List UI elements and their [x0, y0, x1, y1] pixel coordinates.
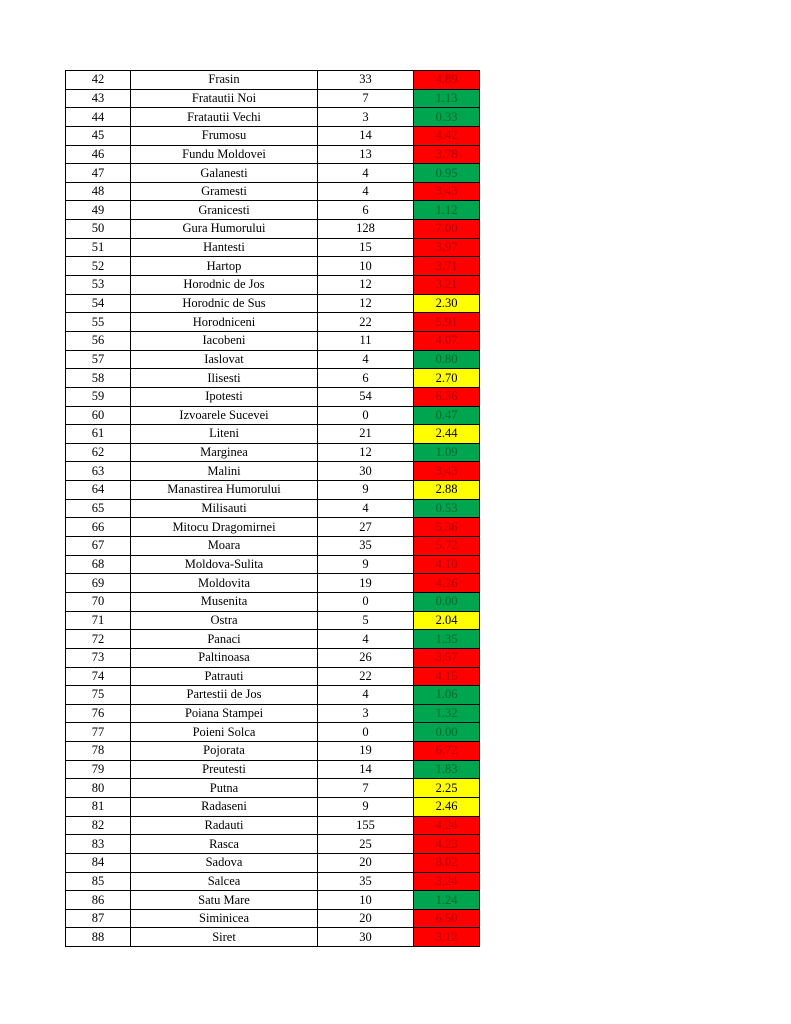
count-cell: 3: [318, 704, 414, 723]
count-cell: 35: [318, 537, 414, 556]
locality-name-cell: Siret: [131, 928, 318, 947]
count-cell: 35: [318, 872, 414, 891]
table-row: [66, 611, 480, 630]
locality-name-cell: Moldovita: [131, 574, 318, 593]
count-cell: 7: [318, 89, 414, 108]
rate-cell: 3.71: [414, 257, 480, 276]
table-row: [66, 592, 480, 611]
row-number-cell: 86: [66, 891, 131, 910]
row-number-cell: 55: [66, 313, 131, 332]
rate-cell: 0.33: [414, 108, 480, 127]
table-row: [66, 797, 480, 816]
rate-cell: 4.26: [414, 574, 480, 593]
count-cell: 11: [318, 331, 414, 350]
rate-cell: 6.50: [414, 909, 480, 928]
row-number-cell: 60: [66, 406, 131, 425]
rate-cell: 0.53: [414, 499, 480, 518]
table-row: [66, 108, 480, 127]
locality-name-cell: Partestii de Jos: [131, 686, 318, 705]
rate-cell: 3.78: [414, 145, 480, 164]
locality-name-cell: Mitocu Dragomirnei: [131, 518, 318, 537]
locality-name-cell: Hantesti: [131, 238, 318, 257]
table-row: [66, 667, 480, 686]
rate-cell: 2.70: [414, 369, 480, 388]
rate-cell: 0.00: [414, 723, 480, 742]
rate-cell: 4.24: [414, 816, 480, 835]
row-number-cell: 75: [66, 686, 131, 705]
row-number-cell: 85: [66, 872, 131, 891]
rate-cell: 6.72: [414, 742, 480, 761]
data-table: [65, 70, 480, 947]
row-number-cell: 73: [66, 648, 131, 667]
row-number-cell: 87: [66, 909, 131, 928]
locality-name-cell: Patrauti: [131, 667, 318, 686]
count-cell: 54: [318, 387, 414, 406]
row-number-cell: 77: [66, 723, 131, 742]
table-row: [66, 779, 480, 798]
count-cell: 20: [318, 909, 414, 928]
locality-name-cell: Marginea: [131, 443, 318, 462]
locality-name-cell: Salcea: [131, 872, 318, 891]
rate-cell: 4.23: [414, 835, 480, 854]
rate-cell: 1.06: [414, 686, 480, 705]
count-cell: 30: [318, 928, 414, 947]
count-cell: 14: [318, 760, 414, 779]
table-row: [66, 835, 480, 854]
rate-cell: 7.00: [414, 220, 480, 239]
table-row: [66, 294, 480, 313]
count-cell: 12: [318, 443, 414, 462]
locality-name-cell: Sadova: [131, 853, 318, 872]
rate-cell: 2.46: [414, 797, 480, 816]
rate-cell: 2.44: [414, 425, 480, 444]
locality-name-cell: Musenita: [131, 592, 318, 611]
locality-name-cell: Paltinoasa: [131, 648, 318, 667]
locality-name-cell: Radauti: [131, 816, 318, 835]
count-cell: 4: [318, 350, 414, 369]
rate-cell: 3.43: [414, 462, 480, 481]
locality-name-cell: Moldova-Sulita: [131, 555, 318, 574]
rate-cell: 4.10: [414, 555, 480, 574]
table-row: [66, 537, 480, 556]
row-number-cell: 67: [66, 537, 131, 556]
rate-cell: 5.72: [414, 537, 480, 556]
row-number-cell: 59: [66, 387, 131, 406]
rate-cell: 5.91: [414, 313, 480, 332]
rate-cell: 1.09: [414, 443, 480, 462]
row-number-cell: 68: [66, 555, 131, 574]
count-cell: 0: [318, 723, 414, 742]
locality-name-cell: Manastirea Humorului: [131, 481, 318, 500]
row-number-cell: 84: [66, 853, 131, 872]
table-row: [66, 201, 480, 220]
table-row: [66, 816, 480, 835]
locality-name-cell: Izvoarele Sucevei: [131, 406, 318, 425]
count-cell: 0: [318, 592, 414, 611]
table-row: [66, 257, 480, 276]
rate-cell: 2.25: [414, 779, 480, 798]
table-row: [66, 518, 480, 537]
table-row: [66, 369, 480, 388]
table-row: [66, 648, 480, 667]
locality-name-cell: Ostra: [131, 611, 318, 630]
count-cell: 27: [318, 518, 414, 537]
locality-name-cell: Horodniceni: [131, 313, 318, 332]
table-row: [66, 555, 480, 574]
row-number-cell: 54: [66, 294, 131, 313]
rate-cell: 0.47: [414, 406, 480, 425]
table-row: [66, 872, 480, 891]
locality-name-cell: Radaseni: [131, 797, 318, 816]
row-number-cell: 70: [66, 592, 131, 611]
row-number-cell: 51: [66, 238, 131, 257]
row-number-cell: 57: [66, 350, 131, 369]
count-cell: 10: [318, 891, 414, 910]
locality-name-cell: Panaci: [131, 630, 318, 649]
row-number-cell: 72: [66, 630, 131, 649]
rate-cell: 2.30: [414, 294, 480, 313]
table-row: [66, 164, 480, 183]
table-row: [66, 387, 480, 406]
rate-cell: 4.89: [414, 71, 480, 90]
row-number-cell: 76: [66, 704, 131, 723]
rate-cell: 6.36: [414, 387, 480, 406]
row-number-cell: 48: [66, 182, 131, 201]
row-number-cell: 52: [66, 257, 131, 276]
row-number-cell: 58: [66, 369, 131, 388]
locality-name-cell: Moara: [131, 537, 318, 556]
table-row: [66, 499, 480, 518]
table-row: [66, 145, 480, 164]
count-cell: 6: [318, 201, 414, 220]
locality-name-cell: Gura Humorului: [131, 220, 318, 239]
row-number-cell: 80: [66, 779, 131, 798]
row-number-cell: 56: [66, 331, 131, 350]
locality-name-cell: Liteni: [131, 425, 318, 444]
count-cell: 4: [318, 182, 414, 201]
table-row: [66, 220, 480, 239]
table-row: [66, 71, 480, 90]
locality-name-cell: Hartop: [131, 257, 318, 276]
rate-cell: 1.83: [414, 760, 480, 779]
row-number-cell: 47: [66, 164, 131, 183]
rate-cell: 4.15: [414, 667, 480, 686]
locality-name-cell: Iacobeni: [131, 331, 318, 350]
rate-cell: 8.02: [414, 853, 480, 872]
row-number-cell: 62: [66, 443, 131, 462]
rate-cell: 1.13: [414, 89, 480, 108]
table-row: [66, 742, 480, 761]
table-row: [66, 182, 480, 201]
count-cell: 3: [318, 108, 414, 127]
count-cell: 7: [318, 779, 414, 798]
row-number-cell: 50: [66, 220, 131, 239]
table-row: [66, 760, 480, 779]
locality-name-cell: Rasca: [131, 835, 318, 854]
row-number-cell: 42: [66, 71, 131, 90]
rate-cell: 1.32: [414, 704, 480, 723]
table-row: [66, 723, 480, 742]
table-row: [66, 331, 480, 350]
table-row: [66, 350, 480, 369]
row-number-cell: 45: [66, 126, 131, 145]
table-row: [66, 313, 480, 332]
count-cell: 22: [318, 313, 414, 332]
row-number-cell: 63: [66, 462, 131, 481]
count-cell: 9: [318, 481, 414, 500]
locality-name-cell: Milisauti: [131, 499, 318, 518]
count-cell: 14: [318, 126, 414, 145]
rate-cell: 3.21: [414, 276, 480, 295]
rate-cell: 3.57: [414, 648, 480, 667]
count-cell: 33: [318, 71, 414, 90]
locality-name-cell: Gramesti: [131, 182, 318, 201]
rate-cell: 3.12: [414, 928, 480, 947]
row-number-cell: 88: [66, 928, 131, 947]
table-row: [66, 89, 480, 108]
row-number-cell: 64: [66, 481, 131, 500]
count-cell: 10: [318, 257, 414, 276]
locality-name-cell: Horodnic de Sus: [131, 294, 318, 313]
table-row: [66, 574, 480, 593]
rate-cell: 0.00: [414, 592, 480, 611]
row-number-cell: 46: [66, 145, 131, 164]
count-cell: 26: [318, 648, 414, 667]
count-cell: 25: [318, 835, 414, 854]
rate-cell: 2.04: [414, 611, 480, 630]
locality-name-cell: Horodnic de Jos: [131, 276, 318, 295]
count-cell: 5: [318, 611, 414, 630]
locality-name-cell: Iaslovat: [131, 350, 318, 369]
row-number-cell: 81: [66, 797, 131, 816]
rate-cell: 2.88: [414, 481, 480, 500]
count-cell: 128: [318, 220, 414, 239]
table-row: [66, 704, 480, 723]
table-row: [66, 443, 480, 462]
count-cell: 19: [318, 742, 414, 761]
locality-name-cell: Granicesti: [131, 201, 318, 220]
row-number-cell: 44: [66, 108, 131, 127]
table-row: [66, 686, 480, 705]
table-row: [66, 126, 480, 145]
row-number-cell: 83: [66, 835, 131, 854]
row-number-cell: 49: [66, 201, 131, 220]
table-row: [66, 406, 480, 425]
locality-name-cell: Pojorata: [131, 742, 318, 761]
locality-name-cell: Frasin: [131, 71, 318, 90]
rate-cell: 0.95: [414, 164, 480, 183]
locality-name-cell: Malini: [131, 462, 318, 481]
table-row: [66, 630, 480, 649]
row-number-cell: 66: [66, 518, 131, 537]
count-cell: 22: [318, 667, 414, 686]
count-cell: 155: [318, 816, 414, 835]
rate-cell: 1.24: [414, 891, 480, 910]
locality-name-cell: Poieni Solca: [131, 723, 318, 742]
table-row: [66, 238, 480, 257]
count-cell: 19: [318, 574, 414, 593]
locality-name-cell: Fratautii Vechi: [131, 108, 318, 127]
locality-name-cell: Fratautii Noi: [131, 89, 318, 108]
row-number-cell: 78: [66, 742, 131, 761]
locality-name-cell: Preutesti: [131, 760, 318, 779]
locality-name-cell: Frumosu: [131, 126, 318, 145]
rate-cell: 5.36: [414, 518, 480, 537]
table-row: [66, 276, 480, 295]
row-number-cell: 69: [66, 574, 131, 593]
table-row: [66, 425, 480, 444]
count-cell: 12: [318, 276, 414, 295]
locality-name-cell: Siminicea: [131, 909, 318, 928]
count-cell: 9: [318, 555, 414, 574]
rate-cell: 3.43: [414, 182, 480, 201]
locality-name-cell: Galanesti: [131, 164, 318, 183]
rate-cell: 3.24: [414, 872, 480, 891]
count-cell: 4: [318, 630, 414, 649]
table-row: [66, 481, 480, 500]
row-number-cell: 53: [66, 276, 131, 295]
count-cell: 21: [318, 425, 414, 444]
row-number-cell: 43: [66, 89, 131, 108]
rate-cell: 1.35: [414, 630, 480, 649]
locality-name-cell: Putna: [131, 779, 318, 798]
count-cell: 4: [318, 164, 414, 183]
table-row: [66, 909, 480, 928]
count-cell: 9: [318, 797, 414, 816]
count-cell: 30: [318, 462, 414, 481]
count-cell: 6: [318, 369, 414, 388]
rate-cell: 1.12: [414, 201, 480, 220]
locality-name-cell: Poiana Stampei: [131, 704, 318, 723]
row-number-cell: 79: [66, 760, 131, 779]
rate-cell: 4.42: [414, 126, 480, 145]
table-row: [66, 853, 480, 872]
count-cell: 20: [318, 853, 414, 872]
count-cell: 13: [318, 145, 414, 164]
row-number-cell: 61: [66, 425, 131, 444]
count-cell: 12: [318, 294, 414, 313]
locality-name-cell: Ipotesti: [131, 387, 318, 406]
count-cell: 4: [318, 686, 414, 705]
table-row: [66, 891, 480, 910]
row-number-cell: 82: [66, 816, 131, 835]
rate-cell: 4.07: [414, 331, 480, 350]
locality-name-cell: Ilisesti: [131, 369, 318, 388]
table-body: [66, 71, 480, 947]
count-cell: 4: [318, 499, 414, 518]
rate-cell: 3.97: [414, 238, 480, 257]
table-row: [66, 928, 480, 947]
rate-cell: 0.80: [414, 350, 480, 369]
count-cell: 0: [318, 406, 414, 425]
locality-name-cell: Fundu Moldovei: [131, 145, 318, 164]
row-number-cell: 71: [66, 611, 131, 630]
row-number-cell: 74: [66, 667, 131, 686]
locality-name-cell: Satu Mare: [131, 891, 318, 910]
row-number-cell: 65: [66, 499, 131, 518]
count-cell: 15: [318, 238, 414, 257]
table-row: [66, 462, 480, 481]
